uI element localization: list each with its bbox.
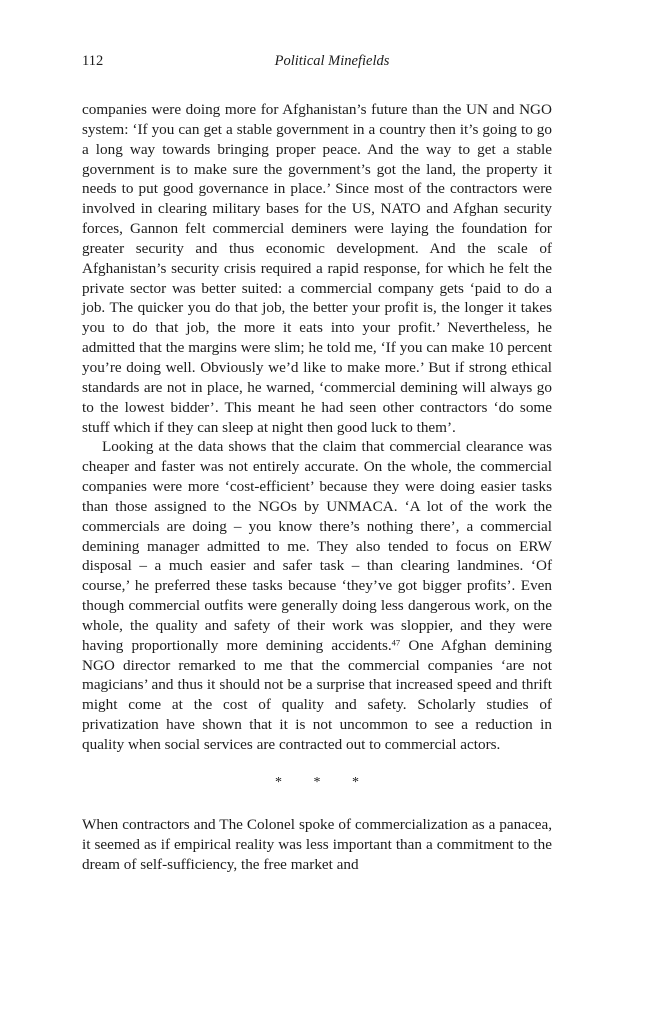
paragraph-commercial-clearance (82, 437, 552, 755)
running-head (82, 50, 552, 72)
section-break: * * * (275, 774, 373, 790)
page-number: 112 (82, 53, 104, 69)
running-title: Political Minefields (274, 53, 390, 69)
paragraph-text-after-footnote: One Afghan demining NGO director remarked to me that the commercial companies ‘are not magicians’ and thus it should not be a surprise that increased speed and thrift might come at the cost of quality and safety. Scholarly studies of privatization have shown that it is not uncommon to see a reduction in quality when social services are contracted out to commercial actors. (82, 636, 552, 753)
body-text (82, 100, 552, 874)
footnote-reference: 47 (391, 637, 401, 648)
paragraph-continued: companies were doing more for Afghanistan’s future than the UN and NGO system: ‘If you can get a stable government in a country then it’s going to go a long way towards bringing proper peace. And the way to get a stable government is to make sure the government’s got the land, the property it needs to put good governance in place.’ Since most of the contractors were involved in clearing military bases for the US, NATO and Afghan security forces, Gannon felt commercial deminers were laying the foundation for greater security and thus economic development. And the scale of Afghanistan’s security crisis required a rapid response, for which he felt the private sector was better suited: a commercial company gets ‘paid to do a job. The quicker you do that job, the better your profit is, the longer it takes you to do that job, the more it eats into your profit.’ Nevertheless, he admitted that the margins were slim; he told me, ‘If you can make 10 percent you’re doing well. Obviously we’d like to make more.’ But if strong ethical standards are not in place, he warned, ‘commercial demining will always go to the lowest bidder’. This meant he had seen other contractors ‘do some stuff which if they can sleep at night then good luck to them’. (82, 101, 552, 436)
paragraph-text-before-footnote: Looking at the data shows that the claim that commercial clearance was cheaper and faster was not entirely accurate. On the whole, the commercial companies were more ‘cost-efficient’ because they were doing easier tasks than those assigned to the NGOs by UNMACA. ‘A lot of the work the commercials are doing – you know there’s nothing there’, a commercial demining manager admitted to me. They also tended to focus on ERW disposal – a much easier and safer task – than clearing landmines. ‘Of course,’ he preferred these tasks because ‘they’ve got bigger profits’. Even though commercial outfits were generally doing less dangerous work, on the whole, the quality and safety of their work was sloppier, and they were having proportionally more demining accidents. (82, 438, 552, 654)
paragraph-section-start: When contractors and The Colonel spoke of commercialization as a panacea, it seemed as if empirical reality was less important than a commitment to the dream of self-sufficiency, the free market and (82, 815, 552, 873)
